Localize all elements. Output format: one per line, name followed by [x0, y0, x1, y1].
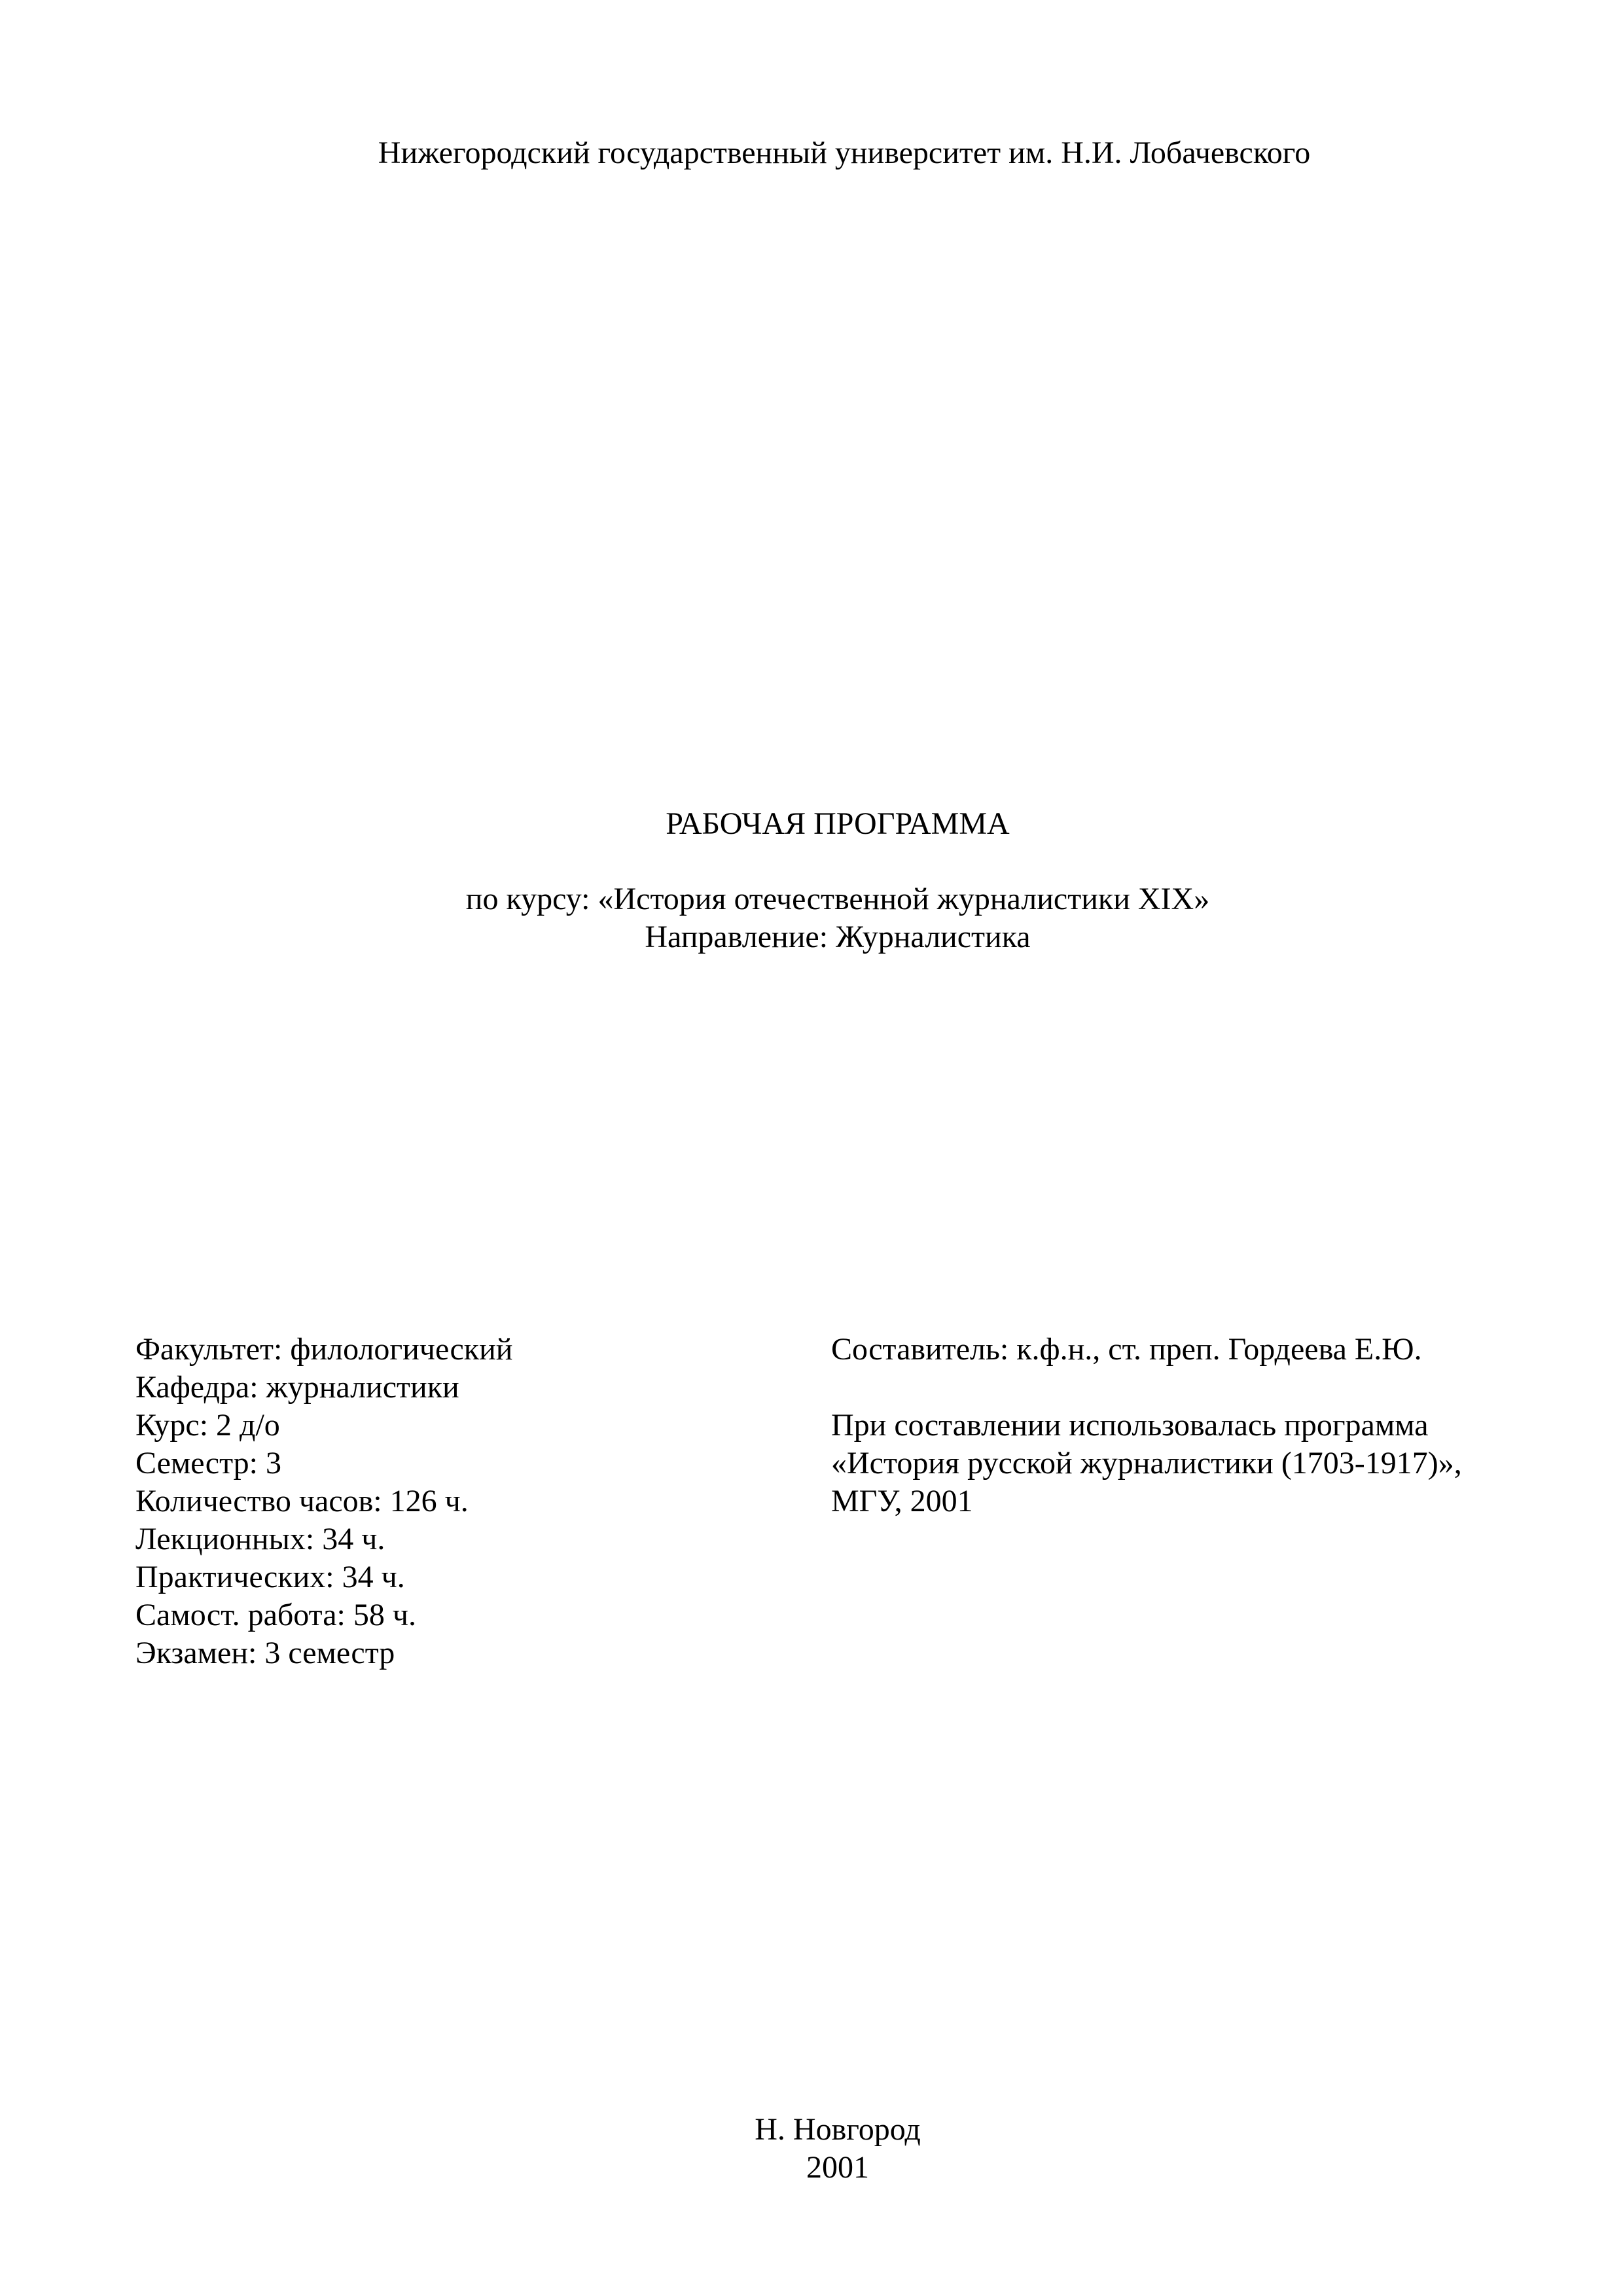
source-line-1: При составлении использовалась программа — [831, 1408, 1429, 1443]
faculty: Факультет: филологический — [135, 1332, 513, 1367]
practice-hours: Практических: 34 ч. — [135, 1560, 405, 1594]
footer — [26, 2111, 1623, 2187]
course-details — [135, 1331, 512, 1672]
exam: Экзамен: 3 семестр — [135, 1636, 395, 1670]
city: Н. Новгород — [755, 2112, 921, 2147]
year: 2001 — [806, 2150, 869, 2185]
direction: Направление: Журналистика — [645, 920, 1031, 954]
compiler: Составитель: к.ф.н., ст. преп. Гордеева Е.Ю. — [831, 1332, 1422, 1367]
year-of-study: Курс: 2 д/о — [135, 1408, 280, 1443]
document-title: РАБОЧАЯ ПРОГРАММА — [666, 806, 1010, 841]
source-line-2: «История русской журналистики (1703-1917)», — [831, 1446, 1462, 1480]
compiler-details — [831, 1331, 1462, 1520]
course-block — [26, 880, 1623, 956]
self-study-hours: Самост. работа: 58 ч. — [135, 1598, 416, 1632]
lecture-hours: Лекционных: 34 ч. — [135, 1522, 385, 1556]
source-line-3: МГУ, 2001 — [831, 1484, 973, 1518]
semester: Семестр: 3 — [135, 1446, 281, 1480]
department: Кафедра: журналистики — [135, 1370, 459, 1405]
course-name: по курсу: «История отечественной журналистики XIX» — [465, 882, 1210, 916]
spacer — [831, 1369, 1462, 1407]
total-hours: Количество часов: 126 ч. — [135, 1484, 469, 1518]
university-name: Нижегородский государственный университет им. Н.И. Лобачевского — [378, 135, 1311, 170]
